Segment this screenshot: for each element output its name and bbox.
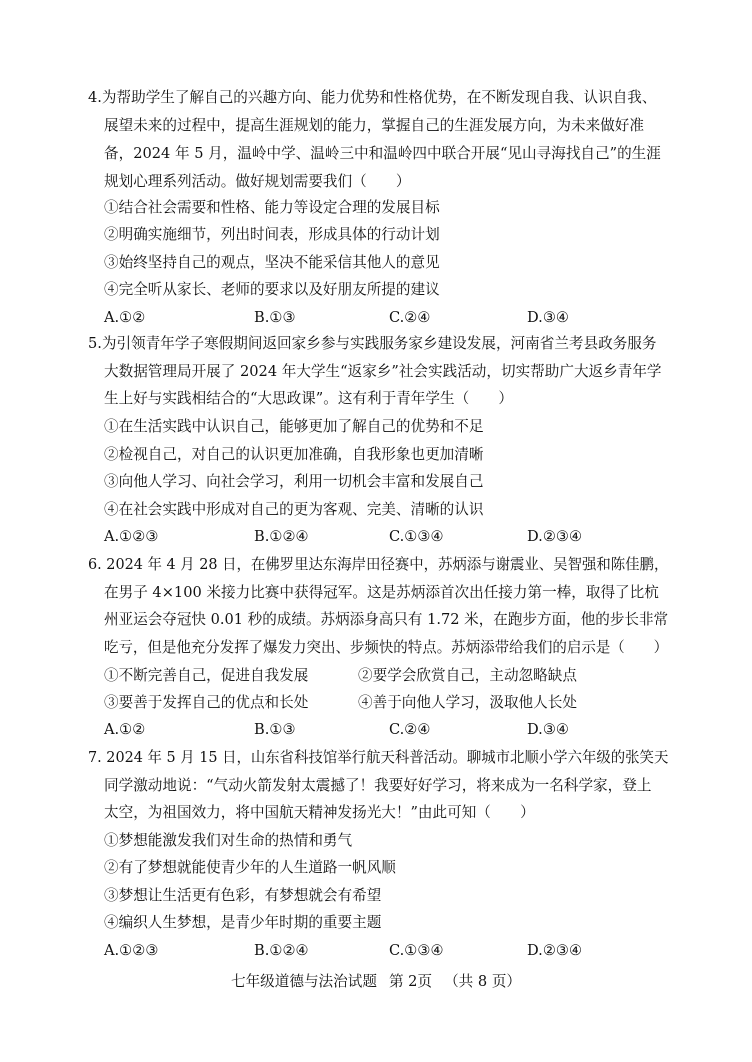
option-b: B.①②④	[254, 528, 309, 545]
question-item: ②检视自己，对自己的认识更加准确，自我形象也更加清晰	[104, 446, 484, 463]
question-item: ①梦想能激发我们对生命的热情和勇气	[104, 832, 353, 849]
question-stem-line: 5.为引领青年学子寒假期间返回家乡参与实践服务家乡建设发展，河南省兰考县政务服务	[88, 335, 657, 352]
question-stem-line: 4.为帮助学生了解自己的兴趣方向、能力优势和性格优势，在不断发现自我、认识自我、	[88, 89, 657, 106]
question-stem-line: 吃亏，但是他充分发挥了爆发力突出、步频快的特点。苏炳添带给我们的启示是（ ）	[104, 639, 669, 656]
question-item: ④善于向他人学习，汲取他人长处	[358, 694, 577, 711]
question-item: ①不断完善自己，促进自我发展	[104, 667, 309, 684]
page-footer	[0, 972, 752, 992]
option-d: D.③④	[527, 721, 569, 738]
question-item: ③向他人学习、向社会学习，利用一切机会丰富和发展自己	[104, 473, 484, 490]
option-c: C.①③④	[389, 528, 444, 545]
option-a: A.①②	[104, 309, 146, 326]
option-b: B.①③	[254, 309, 296, 326]
question-stem-line: 同学激动地说：“气动火箭发射太震撼了！我要好好学习，将来成为一名科学家，登上	[104, 777, 652, 794]
question-item: ②要学会欣赏自己，主动忽略缺点	[358, 667, 577, 684]
option-d: D.③④	[527, 309, 569, 326]
option-a: A.①②	[104, 721, 146, 738]
question-item: ①在生活实践中认识自己，能够更加了解自己的优势和不足	[104, 418, 484, 435]
question-stem-line: 大数据管理局开展了 2024 年大学生“返家乡”社会实践活动，切实帮助广大返乡青年学	[104, 363, 662, 380]
question-item: ④在社会实践中形成对自己的更为客观、完美、清晰的认识	[104, 501, 484, 518]
option-d: D.②③④	[527, 528, 583, 545]
question-stem-line: 在男子 4×100 米接力比赛中获得冠军。这是苏炳添首次出任接力第一棒，取得了比杭	[104, 584, 659, 601]
option-b: B.①③	[254, 721, 296, 738]
option-c: C.①③④	[389, 942, 444, 959]
footer-subject: 七年级道德与法治试题	[230, 973, 377, 990]
option-c: C.②④	[389, 721, 431, 738]
option-d: D.②③④	[527, 942, 583, 959]
option-b: B.①②④	[254, 942, 309, 959]
option-a: A.①②③	[104, 942, 159, 959]
question-stem-line: 备，2024 年 5 月，温岭中学、温岭三中和温岭四中联合开展“见山寻海找自己”的生涯	[104, 145, 661, 162]
question-item: ②明确实施细节，列出时间表，形成具体的行动计划	[104, 226, 440, 243]
footer-page-number: 第 2页	[388, 973, 433, 990]
question-item: ④完全听从家长、老师的要求以及好朋友所提的建议	[104, 281, 440, 298]
question-stem-line: 规划心理系列活动。做好规划需要我们（ ）	[104, 173, 411, 190]
question-stem-line: 6. 2024 年 4 月 28 日，在佛罗里达东海岸田径赛中，苏炳添与谢震业、吴智强和陈佳鹏，	[88, 556, 669, 573]
question-item: ①结合社会需要和性格、能力等设定合理的发展目标	[104, 199, 440, 216]
question-stem-line: 生上好与实践相结合的“大思政课”。这有利于青年学生（ ）	[104, 390, 513, 407]
option-c: C.②④	[389, 309, 431, 326]
question-stem-line: 7. 2024 年 5 月 15 日，山东省科技馆举行航天科普活动。聊城市北顺小学六年级的张笑天	[88, 749, 669, 766]
option-a: A.①②③	[104, 528, 159, 545]
question-stem-line: 州亚运会夺冠快 0.01 秒的成绩。苏炳添身高只有 1.72 米，在跑步方面，他的步长非常	[104, 611, 669, 628]
question-item: ③要善于发挥自己的优点和长处	[104, 694, 309, 711]
question-item: ③始终坚持自己的观点，坚决不能采信其他人的意见	[104, 254, 440, 271]
question-stem-line: 展望未来的过程中，提高生涯规划的能力，掌握自己的生涯发展方向，为未来做好准	[104, 117, 644, 134]
question-stem-line: 太空，为祖国效力，将中国航天精神发扬光大！”由此可知（ ）	[104, 804, 535, 821]
footer-total-pages: （共 8 页）	[444, 973, 522, 990]
question-item: ②有了梦想就能使青少年的人生道路一帆风顺	[104, 859, 396, 876]
question-item: ④编织人生梦想，是青少年时期的重要主题	[104, 914, 382, 931]
question-item: ③梦想让生活更有色彩，有梦想就会有希望	[104, 887, 382, 904]
